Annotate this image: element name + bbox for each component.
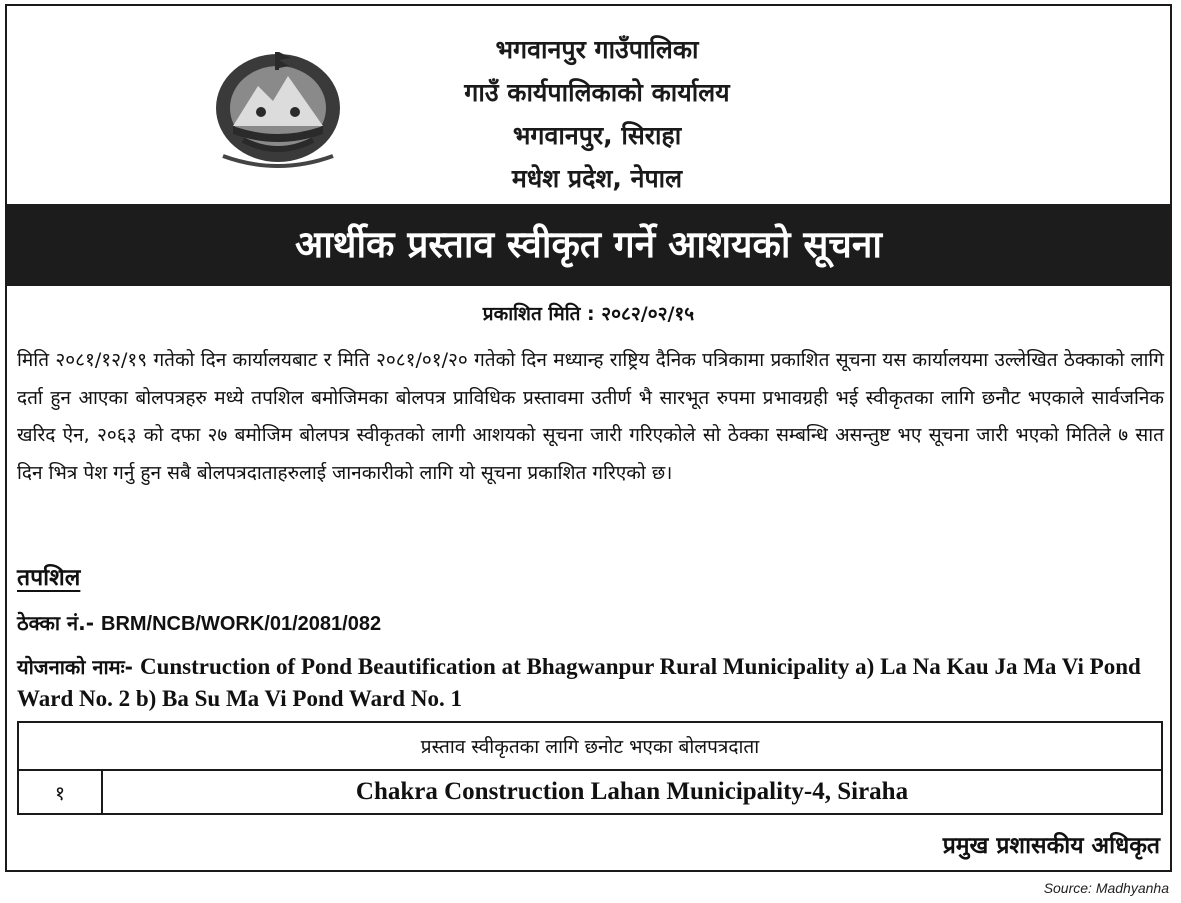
project-name: Cunstruction of Pond Beautification at Bhagwanpur Rural Municipality a) La Na Kau Ja Ma Vi Pond Ward No. 2 b) Ba Su Ma Vi Pond Ward No. 1 (17, 654, 1141, 711)
office-line-province: मधेश प्रदेश, नेपाल (511, 164, 683, 193)
office-line-municipality: भगवानपुर गाउँपालिका (495, 35, 699, 64)
notice-title: आर्थीक प्रस्ताव स्वीकृत गर्ने आशयको सूचना (7, 204, 1170, 286)
project-name-line (17, 651, 1167, 715)
serial-number: १ (18, 770, 102, 814)
notice-frame (5, 4, 1172, 872)
office-address (387, 28, 807, 200)
selected-bidders-table (17, 721, 1163, 815)
details-heading: तपशिल (17, 565, 81, 591)
signatory-title: प्रमुख प्रशासकीय अधिकृत (942, 833, 1160, 859)
table-header-row (18, 722, 1162, 770)
contract-number-line (17, 609, 381, 636)
notice-header (7, 6, 1170, 204)
office-line-location: भगवानपुर, सिराहा (512, 121, 682, 150)
source-credit: Source: Madhyanha (1043, 880, 1169, 896)
contract-label: ठेक्का नं.- (17, 611, 95, 635)
contract-number: BRM/NCB/WORK/01/2081/082 (101, 613, 382, 635)
table-header: प्रस्ताव स्वीकृतका लागि छनोट भएका बोलपत्रदाता (18, 722, 1162, 770)
bidder-name: Chakra Construction Lahan Municipality-4, Siraha (102, 770, 1162, 814)
table-row (18, 770, 1162, 814)
nepal-emblem-icon (203, 46, 353, 176)
published-date: प्रकाशित मिति : २०८२/०२/१५ (482, 303, 695, 325)
project-label: योजनाको नामः- (17, 655, 133, 679)
office-line-office: गाउँ कार्यपालिकाको कार्यालय (464, 78, 730, 107)
notice-body: मिति २०८१/१२/१९ गतेको दिन कार्यालयबाट र मिति २०८१/०१/२० गतेको दिन मध्यान्ह राष्ट्रिय दैनिक पत्रिकामा प्रकाशित सूचना यस कार्यालयमा उल्लेखित ठेक्काको लागि दर्ता हुन आएका बोलपत्रहरु मध्ये तपशिल बमोजिमका बोलपत्र प्राविधिक प्रस्तावमा उतीर्ण भै सारभूत रुपमा प्रभावग्रही भई स्वीकृतका लागि छनौट भएकाले सार्वजनिक खरिद ऐन, २०६३ को दफा २७ बमोजिम बोलपत्र स्वीकृतको लागी आशयको सूचना जारी गरिएकोले सो ठेक्का सम्बन्धि असन्तुष्ट भए सूचना जारी भएको मितिले ७ सात दिन भित्र पेश गर्नु हुन सबै बोलपत्रदाताहरुलाई जानकारीको लागि यो सूचना प्रकाशित गरिएको छ। (17, 349, 1164, 484)
